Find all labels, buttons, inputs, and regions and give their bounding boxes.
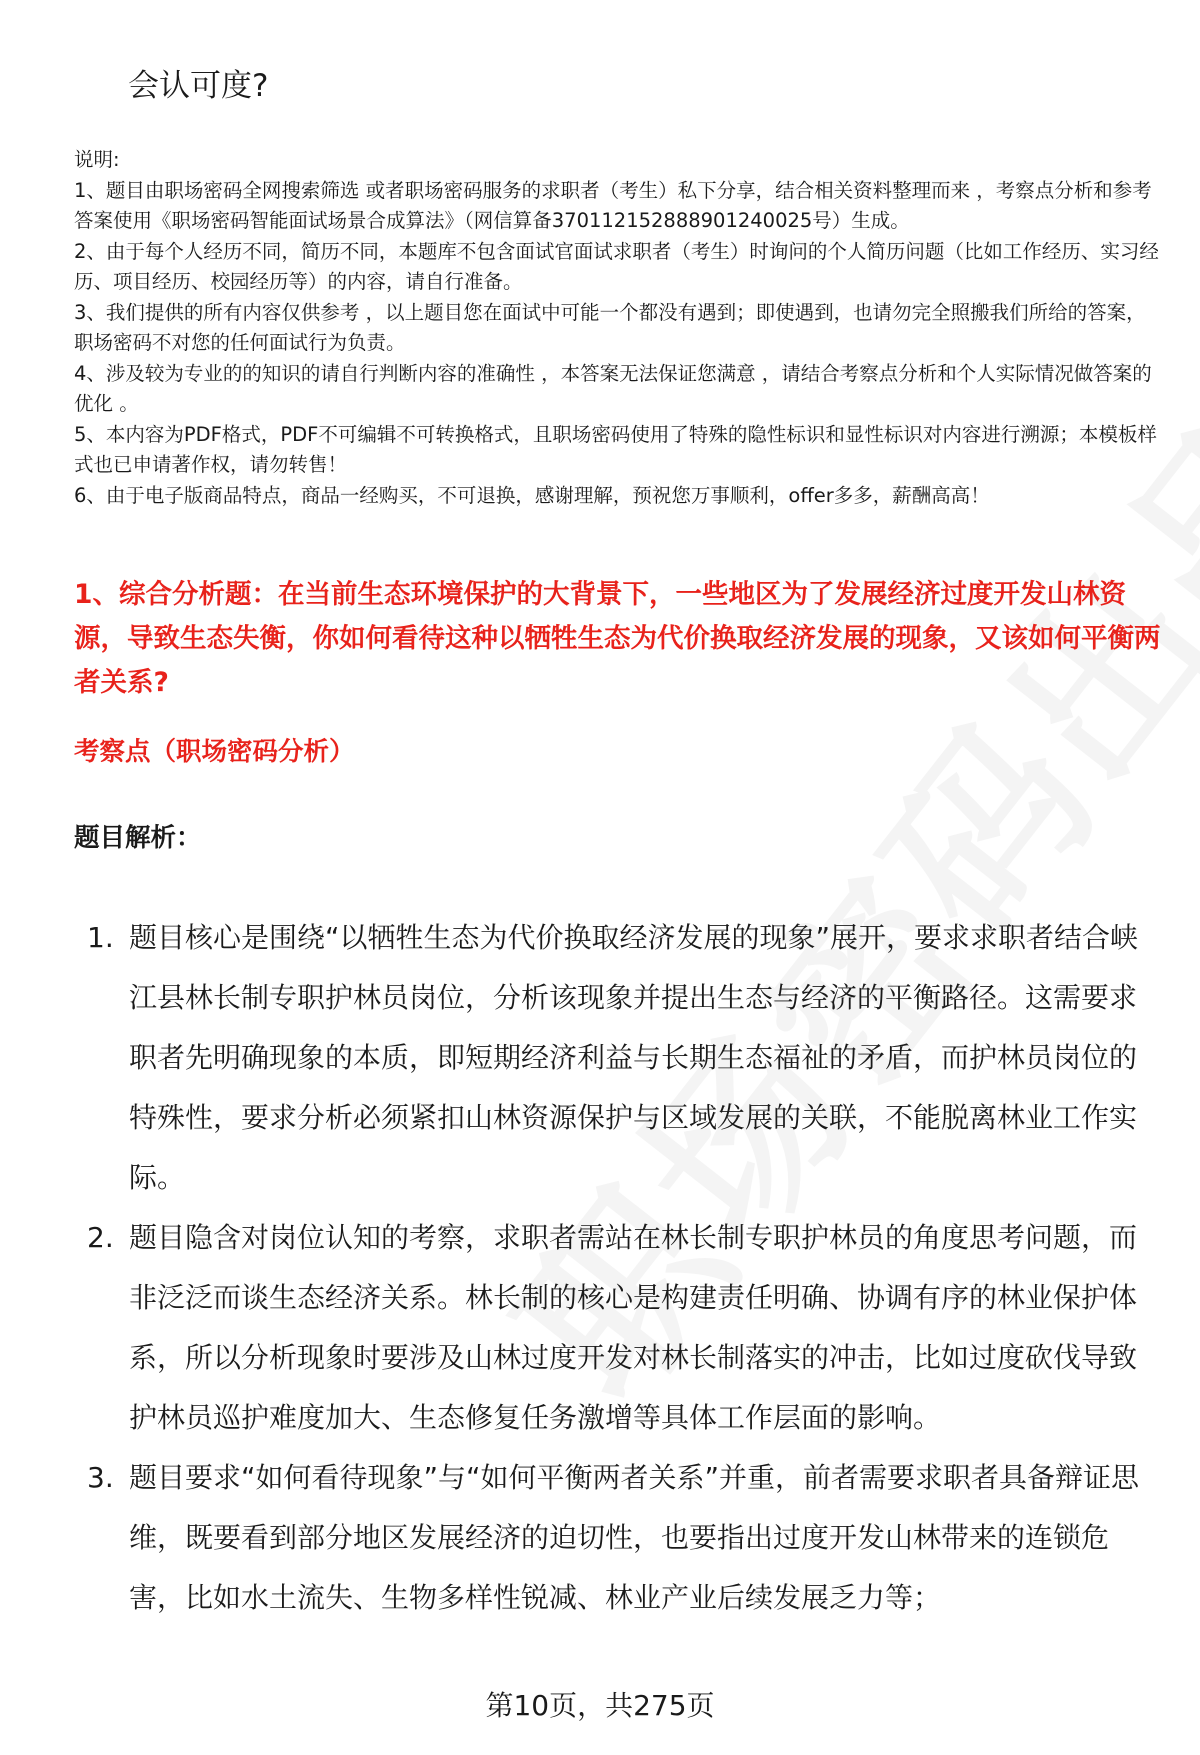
analysis-item-number: 1. bbox=[87, 921, 114, 954]
notes-item: 3、我们提供的所有内容仅供参考 ，以上题目您在面试中可能一个都没有遇到；即使遇到，也请勿完全照搬我们所给的答案，职场密码不对您的任何面试行为负责。 bbox=[74, 300, 1146, 354]
notes-item: 1、题目由职场密码全网搜索筛选 或者职场密码服务的求职者（考生）私下分享，结合相关资料整理而来 ，考察点分析和参考答案使用《职场密码智能面试场景合成算法》（网信算备370112152888901240025号）生成。 bbox=[74, 178, 1152, 232]
notes-item: 4、涉及较为专业的的知识的请自行判断内容的准确性 ，本答案无法保证您满意 ，请结合考察点分析和个人实际情况做答案的优化 。 bbox=[74, 361, 1152, 415]
analysis-item-text: 题目隐含对岗位认知的考察，求职者需站在林长制专职护林员的角度思考问题，而非泛泛而谈生态经济关系。林长制的核心是构建责任明确、协调有序的林业保护体系，所以分析现象时要涉及山林过度开发对林长制落实的冲击，比如过度砍伐导致护林员巡护难度加大、生态修复任务激增等具体工作层面的影响。 bbox=[129, 1221, 1138, 1434]
analysis-item-text: 题目要求“如何看待现象”与“如何平衡两者关系”并重，前者需要求职者具备辩证思维，既要看到部分地区发展经济的迫切性，也要指出过度开发山林带来的连锁危害，比如水土流失、生物多样性锐减、林业产业后续发展乏力等； bbox=[129, 1461, 1140, 1614]
notes-section bbox=[74, 145, 1159, 511]
notes-item: 5、本内容为PDF格式，PDF不可编辑不可转换格式，且职场密码使用了特殊的隐性标识和显性标识对内容进行溯源；本模板样式也已申请著作权，请勿转售！ bbox=[74, 422, 1157, 476]
analysis-item-number: 3. bbox=[87, 1461, 114, 1494]
analysis-item bbox=[74, 1208, 1154, 1448]
analysis-item bbox=[74, 1448, 1154, 1628]
page-footer: 第10页，共275页 bbox=[485, 1689, 715, 1722]
question-heading: 1、综合分析题：在当前生态环境保护的大背景下，一些地区为了发展经济过度开发山林资源，导致生态失衡，你如何看待这种以牺牲生态为代价换取经济发展的现象，又该如何平衡两者关系? bbox=[74, 579, 1161, 698]
analysis-item-text: 题目核心是围绕“以牺牲生态为代价换取经济发展的现象”展开，要求求职者结合峡江县林长制专职护林员岗位，分析该现象并提出生态与经济的平衡路径。这需要求职者先明确现象的本质，即短期经济利益与长期生态福祉的矛盾，而护林员岗位的特殊性，要求分析必须紧扣山林资源保护与区域发展的关联，不能脱离林业工作实际。 bbox=[129, 921, 1139, 1194]
analysis-item bbox=[74, 908, 1154, 1208]
analysis-item-number: 2. bbox=[87, 1221, 114, 1254]
notes-heading: 说明: bbox=[74, 148, 120, 171]
analysis-heading: 题目解析： bbox=[74, 823, 202, 853]
notes-item: 6、由于电子版商品特点，商品一经购买，不可退换，感谢理解，预祝您万事顺利，offer多多，薪酬高高！ bbox=[74, 483, 990, 507]
previous-text-tail: 会认可度? bbox=[128, 68, 269, 104]
notes-item: 2、由于每个人经历不同，简历不同，本题库不包含面试官面试求职者（考生）时询问的个人简历问题（比如工作经历、实习经历、项目经历、校园经历等）的内容，请自行准备。 bbox=[74, 239, 1159, 293]
kaochadian-heading: 考察点（职场密码分析） bbox=[74, 737, 355, 767]
analysis-list bbox=[74, 908, 1154, 1628]
